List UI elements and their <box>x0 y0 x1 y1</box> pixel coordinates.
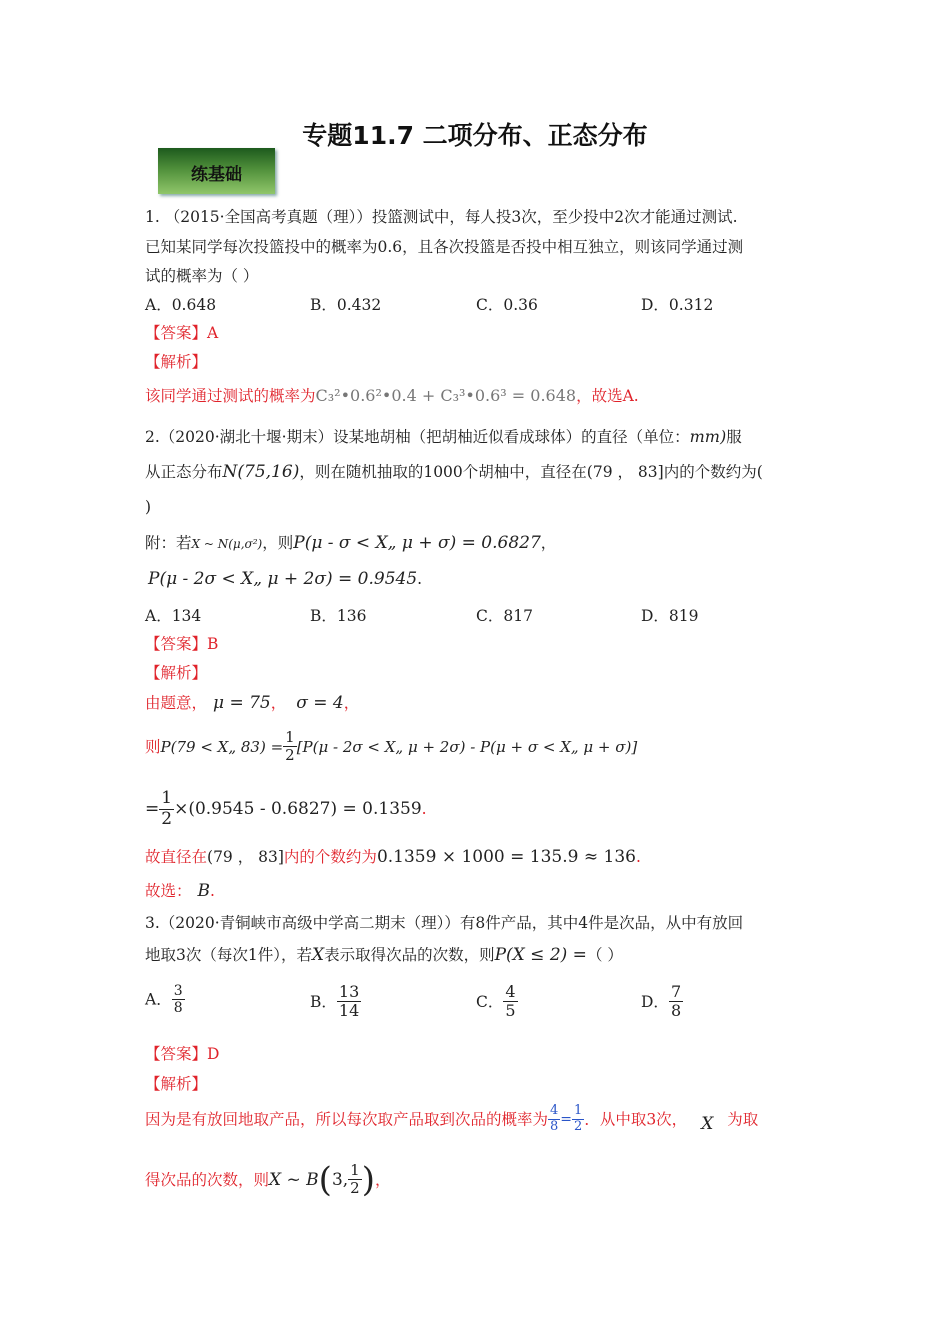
q1-line3: 试的概率为（ ） <box>145 267 259 285</box>
q2-option-b: B．136 <box>310 607 367 625</box>
q3-option-a-den: 8 <box>173 1000 183 1017</box>
q2-s4-a: 故直径在 <box>145 848 208 866</box>
q2-note-f1: P(μ - σ < X„ μ + σ) = 0.6827 <box>293 533 541 553</box>
q3-option-d-label: D． <box>641 992 669 1011</box>
q2-analysis-label: 【解析】 <box>145 664 208 682</box>
page-title: 专题11.7 二项分布、正态分布 <box>302 121 648 150</box>
q3-answer: 【答案】D <box>145 1045 220 1063</box>
q2-s5-tail: . <box>210 882 215 900</box>
q2-note-f1-tail: ， <box>540 534 557 552</box>
q1-option-d: D．0.312 <box>641 296 714 314</box>
q2-s3-fraction <box>159 789 174 829</box>
q2-s4-b: 内的个数约为 <box>283 848 377 866</box>
q3-line2-b: 表示取得次品的次数，则 <box>324 946 495 964</box>
q3-option-c-label: C． <box>476 992 504 1011</box>
q1-analysis-label: 【解析】 <box>145 353 208 371</box>
q2-line2-b: ，则在随机抽取的1000个胡柚中，直径在 <box>299 463 587 481</box>
q3-option-d <box>641 983 683 1021</box>
q2-s2-lhs: P(79 < X„ 83) = <box>160 737 284 756</box>
q3-s1-eq: = <box>560 1111 573 1128</box>
q3-option-c-den: 5 <box>505 1001 516 1021</box>
q3-line2-p: P(X ≤ 2) = <box>494 945 587 965</box>
q2-step5 <box>145 881 215 901</box>
q3-s1-frac2-num: 1 <box>574 1103 583 1118</box>
q3-step1 <box>145 1104 758 1135</box>
q2-option-a: A．134 <box>145 607 202 625</box>
q3-s2-a: 得次品的次数，则 <box>145 1170 270 1189</box>
q2-line3: ) <box>145 498 152 516</box>
q2-step2 <box>145 729 637 765</box>
q3-line2 <box>145 945 623 965</box>
q3-s2-frac-num: 1 <box>350 1161 360 1179</box>
q2-answer: 【答案】B <box>145 635 219 653</box>
q2-s3-eq: = <box>145 799 160 820</box>
q1-solution-text: 该同学通过测试的概率为 <box>145 387 316 405</box>
q3-line1: 3.（2020·青铜峡市高级中学高二期末（理））有8件产品，其中4件是次品，从中有放回 <box>145 914 744 932</box>
q2-s2-rhs: [P(μ - 2σ < X„ μ + 2σ) - P(μ + σ < X„ μ + σ)] <box>296 737 638 756</box>
q3-option-a-fraction <box>172 983 185 1016</box>
q3-option-a-num: 3 <box>173 983 183 999</box>
q3-s1-frac2 <box>572 1104 584 1135</box>
q1-option-a: A．0.648 <box>145 296 217 314</box>
q2-note-a: 附：若 <box>145 534 192 552</box>
q2-note-b: ，则 <box>262 534 294 552</box>
q2-dist: N(75,16) <box>222 462 300 482</box>
q2-s4-interval: (79 ， 83] <box>207 848 284 866</box>
q2-option-c: C．817 <box>476 607 533 625</box>
q3-option-b-fraction <box>337 983 361 1021</box>
q3-line2-a: 地取3次（每次1件），若 <box>145 946 312 964</box>
q3-s2-tail: ， <box>374 1170 391 1189</box>
q3-s1-b: ．从中取3次， <box>584 1110 688 1129</box>
q3-option-c-fraction <box>503 983 517 1021</box>
q3-s1-a: 因为是有放回地取产品，所以每次取产品取到次品的概率为 <box>145 1110 549 1129</box>
q3-option-c <box>476 983 518 1021</box>
q1-solution-formula: C₃²•0.6²•0.4 + C₃³•0.6³ = 0.648 <box>315 386 577 405</box>
q3-option-b-num: 13 <box>338 982 360 1001</box>
q3-option-d-den: 8 <box>670 1001 682 1021</box>
q3-option-a <box>145 983 185 1016</box>
q3-option-d-num: 7 <box>670 982 682 1001</box>
q3-s2-fraction <box>348 1162 362 1198</box>
q3-line2-c: （ ） <box>586 946 623 964</box>
q2-s1-sigma: σ = 4 <box>296 693 344 713</box>
q3-s2-open-paren: ( <box>318 1159 332 1200</box>
q3-option-b-label: B． <box>310 992 337 1011</box>
q3-s1-frac1-num: 4 <box>550 1103 559 1118</box>
q3-s2-in: 3, <box>331 1169 349 1190</box>
q2-s2-fraction <box>283 729 297 765</box>
q2-step3 <box>145 789 427 829</box>
q3-s2-frac-den: 2 <box>350 1179 360 1198</box>
q1-solution <box>145 386 639 406</box>
q3-option-a-label: A． <box>145 990 172 1009</box>
q1-solution-tail: ，故选A. <box>576 387 639 405</box>
section-badge-label: 练基础 <box>191 165 242 185</box>
q2-s5-a: 故选： <box>145 882 192 900</box>
q3-s1-frac1-den: 8 <box>550 1118 559 1134</box>
q2-option-d: D．819 <box>641 607 699 625</box>
q3-s2-x: X ~ B <box>269 1169 319 1190</box>
q2-s2-frac-num: 1 <box>285 728 295 746</box>
q1-answer: 【答案】A <box>145 324 219 342</box>
q1-line1: 1. （2015·全国高考真题（理））投篮测试中，每人投3次，至少投中2次才能通过测试. <box>145 208 738 226</box>
q3-s2-close-paren: ) <box>361 1159 375 1200</box>
q1-option-c: C．0.36 <box>476 296 538 314</box>
q2-s4-tail: . <box>635 848 641 866</box>
q3-option-b-den: 14 <box>338 1001 360 1021</box>
q2-interval: (79 ， 83] <box>586 463 664 481</box>
q2-step4 <box>145 847 641 867</box>
q2-unit: mm) <box>689 427 727 446</box>
q2-s3-frac-num: 1 <box>161 788 173 808</box>
q3-s1-frac2-den: 2 <box>574 1118 583 1134</box>
q2-line1-text: 2.（2020·湖北十堰·期末）设某地胡柚（把胡柚近似看成球体）的直径（单位： <box>145 428 690 446</box>
q2-line2-c: 内的个数约为( <box>663 463 763 481</box>
q2-s3-frac-den: 2 <box>161 808 173 829</box>
q2-s5-b: B <box>197 881 211 901</box>
q2-s3-tail: . <box>421 800 427 819</box>
q3-option-c-num: 4 <box>505 982 516 1001</box>
q2-s3-rhs: ×(0.9545 - 0.6827) = 0.1359 <box>174 799 422 820</box>
q3-option-d-fraction <box>669 983 683 1021</box>
q2-note-f2: P(μ - 2σ < X„ μ + 2σ) = 0.9545 <box>148 569 418 589</box>
q2-s1-mu: μ = 75 <box>213 693 271 713</box>
q1-line2: 已知某同学每次投篮投中的概率为0.6，且各次投篮是否投中相互独立，则该同学通过测 <box>145 238 744 256</box>
q2-line1-tail: 服 <box>726 428 742 446</box>
q3-s1-frac1 <box>548 1104 560 1135</box>
q2-step1 <box>145 693 359 713</box>
q2-s2-frac-den: 2 <box>285 746 295 765</box>
q3-option-b <box>310 983 361 1021</box>
q2-s1-a: 由题意， <box>145 694 208 712</box>
q2-s1-b: ， <box>270 694 287 712</box>
q3-s1-x: X <box>701 1114 714 1135</box>
q2-note-line2 <box>148 569 422 589</box>
q2-s4-calc: 0.1359 × 1000 = 135.9 ≈ 136 <box>376 847 636 867</box>
q2-note-line1 <box>145 533 556 554</box>
q2-line2-a: 从正态分布 <box>145 463 223 481</box>
q3-analysis-label: 【解析】 <box>145 1075 208 1093</box>
q1-option-b: B．0.432 <box>310 296 382 314</box>
q2-s1-c: ， <box>343 694 360 712</box>
q2-line1 <box>145 427 742 447</box>
q2-line2 <box>145 462 763 482</box>
q3-line2-x: X <box>311 945 325 965</box>
section-badge <box>158 148 275 194</box>
q2-note-f2-tail: . <box>417 570 423 588</box>
q2-s2-a: 则 <box>145 737 161 756</box>
q3-s1-c: 为取 <box>727 1110 759 1129</box>
q2-note-x: X ~ N(μ,σ²) <box>191 537 263 551</box>
q3-step2 <box>145 1159 391 1200</box>
